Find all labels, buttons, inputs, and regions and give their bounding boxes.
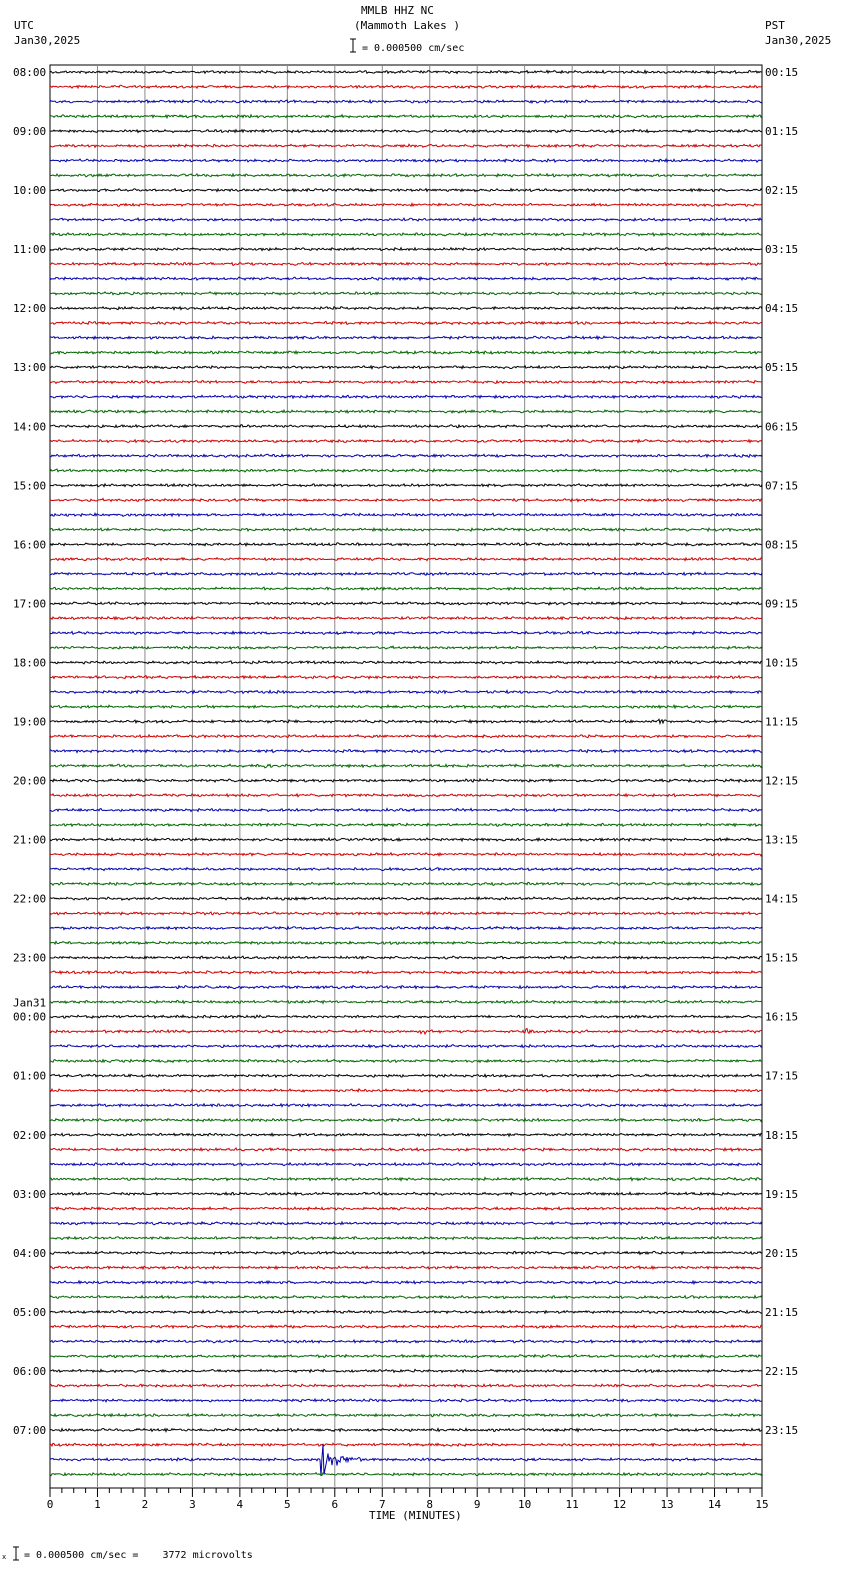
seismic-trace xyxy=(50,159,762,162)
x-tick-label: 3 xyxy=(189,1498,196,1511)
seismic-trace xyxy=(50,631,762,634)
utc-hour-label: 05:00 xyxy=(13,1305,47,1319)
x-tick-label: 1 xyxy=(94,1498,101,1511)
utc-hour-label: 01:00 xyxy=(13,1069,47,1083)
seismic-trace xyxy=(50,1178,762,1181)
utc-hour-label: 02:00 xyxy=(13,1128,47,1142)
seismic-trace xyxy=(50,927,762,930)
pst-hour-label: 13:15 xyxy=(765,833,799,847)
seismic-trace xyxy=(50,425,762,428)
seismic-trace xyxy=(50,1119,762,1122)
seismic-trace xyxy=(50,1251,762,1254)
seismic-trace xyxy=(50,1281,762,1284)
pst-hour-label: 05:15 xyxy=(765,361,799,375)
seismic-trace xyxy=(50,1089,762,1092)
seismic-trace xyxy=(50,705,762,708)
utc-hour-label: 21:00 xyxy=(13,833,47,847)
seismic-trace xyxy=(50,617,762,620)
seismic-trace xyxy=(50,882,762,885)
utc-hour-label: 19:00 xyxy=(13,715,47,729)
pst-hour-label: 16:15 xyxy=(765,1010,799,1024)
pst-hour-label: 17:15 xyxy=(765,1069,799,1083)
seismic-trace xyxy=(50,1059,762,1062)
seismic-trace xyxy=(50,115,762,118)
right-timezone: PST xyxy=(765,19,785,32)
pst-hour-label: 22:15 xyxy=(765,1364,799,1378)
seismic-trace xyxy=(50,130,762,133)
seismic-trace xyxy=(50,868,762,871)
seismic-trace xyxy=(50,941,762,944)
pst-hour-label: 10:15 xyxy=(765,656,799,670)
seismic-trace xyxy=(50,1414,762,1417)
seismic-trace xyxy=(50,277,762,280)
utc-hour-label: 00:00 xyxy=(13,1010,47,1024)
seismic-trace xyxy=(50,218,762,221)
seismic-trace xyxy=(50,1325,762,1328)
utc-hour-label: 13:00 xyxy=(13,361,47,375)
seismic-trace xyxy=(50,85,762,88)
pst-hour-label: 15:15 xyxy=(765,951,799,965)
x-tick-label: 15 xyxy=(755,1498,769,1511)
seismic-trace xyxy=(50,1429,762,1432)
utc-hour-label: 22:00 xyxy=(13,892,47,906)
seismic-trace xyxy=(50,543,762,546)
footer-scale-icon xyxy=(2,1545,20,1561)
seismic-trace xyxy=(50,1310,762,1313)
seismic-trace xyxy=(50,764,762,768)
seismic-trace xyxy=(50,248,762,251)
seismic-trace xyxy=(50,1443,762,1446)
seismic-trace xyxy=(50,809,762,812)
utc-hour-label: 17:00 xyxy=(13,597,47,611)
seismic-trace xyxy=(50,794,762,797)
seismic-trace xyxy=(50,174,762,177)
scale-label: = 0.000500 cm/sec xyxy=(362,43,465,54)
seismic-trace xyxy=(50,454,762,457)
seismic-trace xyxy=(50,646,762,649)
seismic-trace xyxy=(50,381,762,384)
seismic-trace xyxy=(50,528,762,531)
pst-hour-label: 14:15 xyxy=(765,892,799,906)
pst-hour-label: 21:15 xyxy=(765,1305,799,1319)
x-tick-label: 12 xyxy=(612,1498,627,1511)
footer-scale-note: = 0.000500 cm/sec = 3772 microvolts xyxy=(24,1550,253,1561)
seismic-trace xyxy=(50,853,762,856)
x-tick-label: 13 xyxy=(660,1498,674,1511)
x-tick-label: 8 xyxy=(426,1498,434,1511)
seismic-trace xyxy=(50,469,762,472)
location-title: (Mammoth Lakes ) xyxy=(354,19,460,32)
seismic-trace xyxy=(50,1015,762,1018)
utc-hour-label: 23:00 xyxy=(13,951,47,965)
seismic-trace xyxy=(50,484,762,487)
seismic-trace xyxy=(50,1222,762,1225)
seismic-trace xyxy=(50,779,762,782)
seismic-trace xyxy=(50,440,762,443)
seismic-trace xyxy=(50,189,762,192)
x-tick-label: 14 xyxy=(707,1498,722,1511)
utc-hour-label: 06:00 xyxy=(13,1364,47,1378)
pst-hour-label: 07:15 xyxy=(765,479,799,493)
pst-hour-label: 20:15 xyxy=(765,1246,799,1260)
seismic-trace xyxy=(50,307,762,310)
seismic-trace xyxy=(50,321,762,324)
utc-hour-label: 20:00 xyxy=(13,774,47,788)
right-date: Jan30,2025 xyxy=(765,34,832,47)
seismic-trace xyxy=(50,1237,762,1240)
x-tick-label: 2 xyxy=(141,1498,149,1511)
seismic-trace xyxy=(50,499,762,502)
pst-hour-label: 04:15 xyxy=(765,302,799,316)
seismic-trace xyxy=(50,1045,762,1048)
x-tick-label: 6 xyxy=(331,1498,339,1511)
seismic-trace xyxy=(50,1340,762,1343)
pst-hour-label: 06:15 xyxy=(765,420,799,434)
seismic-trace xyxy=(50,1445,762,1477)
x-tick-label: 11 xyxy=(565,1498,579,1511)
seismic-trace xyxy=(50,203,762,206)
seismic-trace xyxy=(50,1104,762,1107)
seismic-trace xyxy=(50,292,762,295)
seismic-trace xyxy=(50,100,762,103)
seismic-trace xyxy=(50,1074,762,1077)
seismic-trace xyxy=(50,1207,762,1210)
seismic-trace xyxy=(50,144,762,147)
station-title: MMLB HHZ NC xyxy=(361,4,434,17)
pst-hour-label: 03:15 xyxy=(765,243,799,257)
pst-hour-label: 12:15 xyxy=(765,774,799,788)
seismic-trace xyxy=(50,587,762,590)
seismic-trace xyxy=(50,956,762,959)
seismic-trace xyxy=(50,1148,762,1151)
x-tick-label: 7 xyxy=(378,1498,386,1511)
utc-hour-label: 03:00 xyxy=(13,1187,47,1201)
utc-hour-label: 12:00 xyxy=(13,302,47,316)
seismic-trace xyxy=(50,1163,762,1166)
utc-hour-label: 07:00 xyxy=(13,1423,47,1437)
pst-hour-label: 19:15 xyxy=(765,1187,799,1201)
seismic-trace xyxy=(50,233,762,236)
x-tick-label: 0 xyxy=(46,1498,54,1511)
seismic-trace xyxy=(50,1355,762,1358)
seismic-trace xyxy=(50,1369,762,1372)
seismic-trace xyxy=(50,750,762,753)
seismic-trace xyxy=(50,986,762,989)
left-date: Jan30,2025 xyxy=(14,34,81,47)
pst-hour-label: 00:15 xyxy=(765,66,799,79)
pst-hour-label: 02:15 xyxy=(765,184,799,198)
seismic-trace xyxy=(50,336,762,339)
seismic-trace xyxy=(50,1296,762,1299)
seismic-trace xyxy=(50,1266,762,1269)
utc-hour-label: 08:00 xyxy=(13,66,47,79)
utc-hour-label: 11:00 xyxy=(13,243,47,257)
seismic-trace xyxy=(50,71,762,74)
seismic-trace xyxy=(50,823,762,826)
utc-hour-label: 14:00 xyxy=(13,420,47,434)
seismic-trace xyxy=(50,513,762,516)
svg-text:x: x xyxy=(2,1553,7,1561)
utc-hour-label: 16:00 xyxy=(13,538,47,552)
x-tick-label: 9 xyxy=(473,1498,481,1511)
pst-hour-label: 08:15 xyxy=(765,538,799,552)
seismic-trace xyxy=(50,838,762,841)
seismic-trace xyxy=(50,558,762,561)
pst-hour-label: 23:15 xyxy=(765,1423,799,1437)
seismic-trace xyxy=(50,735,762,738)
x-tick-label: 4 xyxy=(236,1498,244,1511)
seismic-trace xyxy=(50,351,762,354)
seismic-trace xyxy=(50,719,762,723)
seismic-trace xyxy=(50,572,762,575)
seismic-trace xyxy=(50,602,762,605)
seismic-trace xyxy=(50,410,762,413)
seismic-trace xyxy=(50,971,762,974)
left-timezone: UTC xyxy=(14,19,34,32)
utc-hour-label: 18:00 xyxy=(13,656,47,670)
utc-hour-label: 10:00 xyxy=(13,184,47,198)
seismic-trace xyxy=(50,262,762,265)
seismic-trace xyxy=(50,1133,762,1136)
seismic-trace xyxy=(50,1399,762,1402)
utc-hour-label: 15:00 xyxy=(13,479,47,493)
pst-hour-label: 11:15 xyxy=(765,715,799,729)
date-change-label: Jan31 xyxy=(13,996,47,1010)
seismic-trace xyxy=(50,1000,762,1003)
x-tick-label: 5 xyxy=(284,1498,291,1511)
utc-hour-label: 04:00 xyxy=(13,1246,47,1260)
seismic-trace xyxy=(50,1192,762,1195)
seismic-trace xyxy=(50,1384,762,1387)
seismic-trace xyxy=(50,691,762,694)
seismic-trace xyxy=(50,1473,762,1476)
pst-hour-label: 01:15 xyxy=(765,125,799,139)
seismic-trace xyxy=(50,676,762,679)
seismic-trace xyxy=(50,897,762,900)
seismic-trace xyxy=(50,1029,762,1035)
pst-hour-label: 18:15 xyxy=(765,1128,799,1142)
x-tick-label: 10 xyxy=(518,1498,532,1511)
pst-hour-label: 09:15 xyxy=(765,597,799,611)
x-axis-label: TIME (MINUTES) xyxy=(369,1509,462,1522)
seismic-trace xyxy=(50,395,762,398)
seismic-trace xyxy=(50,912,762,915)
utc-hour-label: 09:00 xyxy=(13,125,47,139)
seismic-trace xyxy=(50,366,762,369)
seismic-trace xyxy=(50,661,762,664)
